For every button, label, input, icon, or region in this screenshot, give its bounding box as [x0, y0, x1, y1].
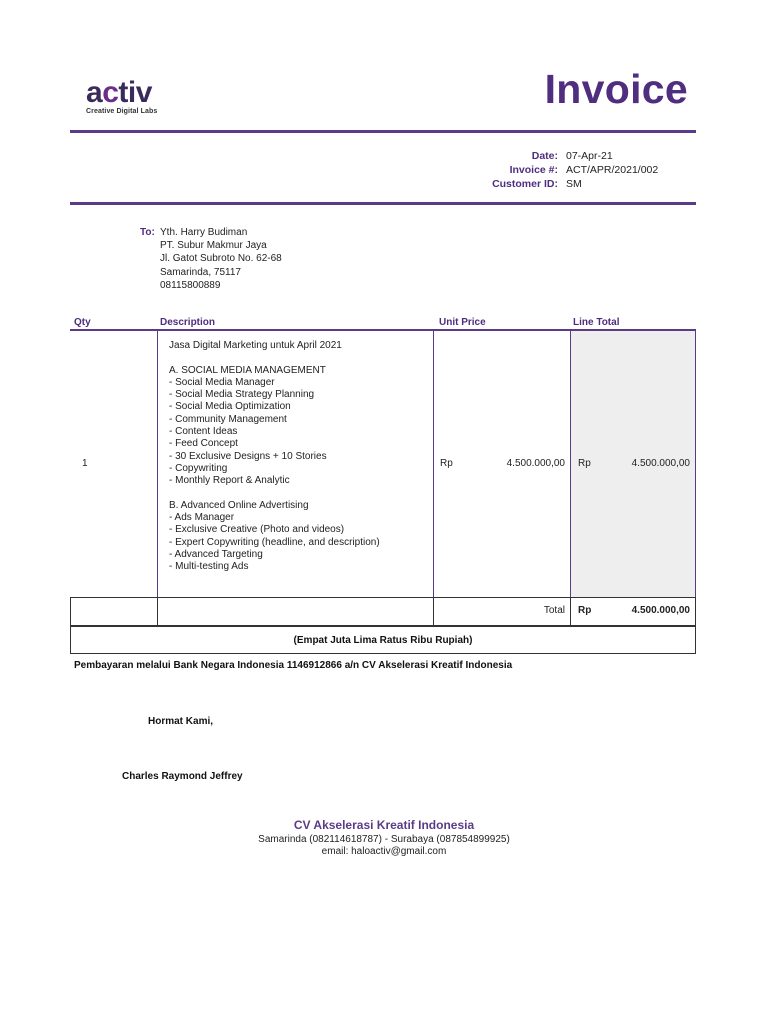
- section-line: B. Advanced Online Advertising: [169, 499, 309, 511]
- logo-letter-a: a: [86, 76, 103, 109]
- recipient-street: Jl. Gatot Subroto No. 62-68: [160, 253, 282, 265]
- recipient-label: To:: [140, 227, 155, 238]
- footer-company-name: CV Akselerasi Kreatif Indonesia: [293, 818, 475, 832]
- customer-id-value: SM: [566, 178, 582, 190]
- meta-divider: [70, 202, 696, 205]
- section-line: - Social Media Manager: [169, 376, 275, 388]
- line-total-currency: Rp: [578, 458, 591, 469]
- column-header-qty: Qty: [74, 317, 91, 328]
- column-header-description: Description: [160, 317, 216, 328]
- recipient-company: PT. Subur Makmur Jaya: [160, 240, 267, 252]
- amount-in-words: [70, 626, 696, 654]
- company-logo: [86, 78, 157, 115]
- section-line: - Feed Concept: [169, 438, 238, 450]
- section-line: - Content Ideas: [169, 426, 238, 438]
- payment-note: Pembayaran melalui Bank Negara Indonesia 1146912866 a/n CV Akselerasi Kreatif Indonesia: [74, 660, 513, 671]
- column-divider: [433, 331, 434, 597]
- column-divider: [570, 331, 571, 597]
- section-line: - Exclusive Creative (Photo and videos): [169, 524, 345, 536]
- section-line: - Expert Copywriting (headline, and description): [169, 536, 380, 548]
- recipient-phone: 08115800889: [160, 279, 221, 291]
- logo-letter-c: c: [102, 76, 119, 109]
- date-value: 07-Apr-21: [566, 150, 613, 162]
- date-label: Date:: [531, 150, 558, 162]
- customer-id-label: Customer ID:: [492, 178, 558, 190]
- section-line: - Ads Manager: [169, 512, 235, 524]
- section-line: - 30 Exclusive Designs + 10 Stories: [169, 450, 327, 462]
- amount-in-words-text: (Empat Juta Lima Ratus Ribu Rupiah): [293, 634, 473, 646]
- document-title: Invoice: [544, 66, 688, 112]
- description-section-a: [169, 365, 380, 488]
- total-row-divider: [570, 597, 571, 626]
- section-line: - Social Media Strategy Planning: [169, 389, 315, 401]
- section-line: - Multi-testing Ads: [169, 561, 249, 573]
- unit-price-value: 4.500.000,00: [506, 458, 565, 469]
- total-value: 4.500.000,00: [631, 605, 690, 616]
- invoice-number-value: ACT/APR/2021/002: [566, 164, 659, 176]
- total-row-divider: [433, 597, 434, 626]
- meta-customer-row: [420, 177, 680, 191]
- column-header-line-total: Line Total: [573, 317, 620, 328]
- total-label: Total: [543, 605, 565, 616]
- section-line: - Community Management: [169, 413, 287, 425]
- recipient-name: Yth. Harry Budiman: [160, 227, 248, 238]
- line-total-value: 4.500.000,00: [631, 458, 690, 469]
- column-divider: [695, 331, 696, 597]
- column-divider: [157, 331, 158, 597]
- footer-phones: Samarinda (082114618787) - Surabaya (087854899925): [258, 834, 510, 845]
- section-line: - Advanced Targeting: [169, 549, 263, 561]
- total-row-divider: [157, 597, 158, 626]
- signer-name: Charles Raymond Jeffrey: [122, 771, 243, 782]
- recipient-city: Samarinda, 75117: [160, 266, 241, 278]
- recipient-address: [160, 226, 282, 292]
- meta-date-row: [420, 149, 680, 163]
- description-section-b: [169, 500, 380, 574]
- logo-tagline: Creative Digital Labs: [86, 108, 158, 115]
- item-qty: 1: [82, 458, 88, 469]
- section-line: - Monthly Report & Analytic: [169, 475, 290, 487]
- section-line: - Social Media Optimization: [169, 401, 291, 413]
- total-currency: Rp: [578, 605, 592, 616]
- closing-regards: Hormat Kami,: [148, 716, 214, 727]
- logo-letters-tiv: tiv: [118, 76, 152, 109]
- unit-price-currency: Rp: [440, 458, 453, 469]
- section-line: - Copywriting: [169, 462, 228, 474]
- column-header-unit-price: Unit Price: [439, 317, 486, 328]
- description-title: Jasa Digital Marketing untuk April 2021: [169, 340, 342, 351]
- invoice-number-label: Invoice #:: [509, 164, 558, 176]
- section-line: A. SOCIAL MEDIA MANAGEMENT: [169, 364, 326, 376]
- item-description: [169, 340, 380, 574]
- invoice-meta: [420, 149, 680, 191]
- header-divider: [70, 130, 696, 133]
- logo-wordmark: [86, 78, 157, 108]
- meta-invoice-row: [420, 163, 680, 177]
- footer-email: email: haloactiv@gmail.com: [321, 846, 447, 857]
